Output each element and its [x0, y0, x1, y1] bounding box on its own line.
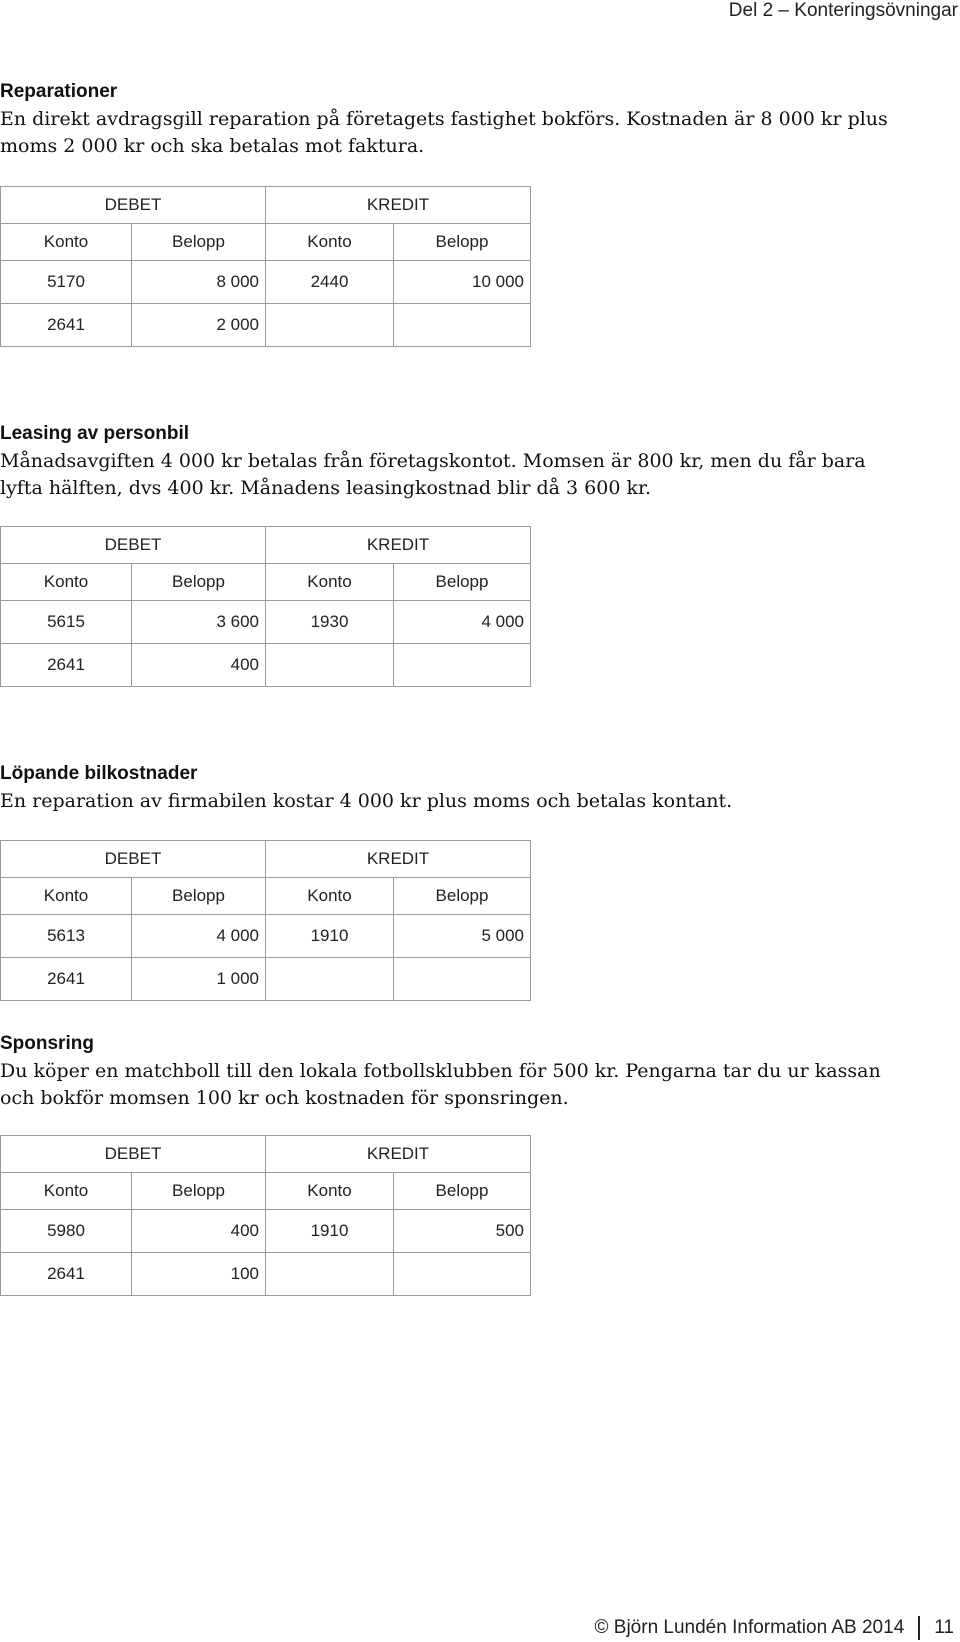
debet-header: DEBET	[1, 187, 266, 224]
debet-belopp: 3 600	[132, 601, 266, 644]
column-header: Konto	[1, 224, 132, 261]
table-row	[1, 601, 531, 644]
debet-konto: 5980	[1, 1210, 132, 1253]
section-title: Sponsring	[0, 1033, 94, 1054]
column-header: Belopp	[132, 878, 266, 915]
kredit-belopp	[394, 644, 531, 687]
section-title: Leasing av personbil	[0, 423, 189, 444]
kredit-konto: 2440	[266, 261, 394, 304]
column-header: Konto	[1, 878, 132, 915]
kredit-konto: 1910	[266, 1210, 394, 1253]
section-text: Du köper en matchboll till den lokala fotbollsklubben för 500 kr. Pengarna tar du ur kassan och bokför momsen 100 kr och kostnaden för sponsringen.	[0, 1060, 881, 1109]
section-text: Månadsavgiften 4 000 kr betalas från företagskontot. Momsen är 800 kr, men du får bara lyfta hälften, dvs 400 kr. Månadens leasingkostnad blir då 3 600 kr.	[0, 450, 866, 499]
section-title: Löpande bilkostnader	[0, 763, 198, 784]
kredit-header: KREDIT	[266, 841, 531, 878]
table-row	[1, 261, 531, 304]
table-row	[1, 915, 531, 958]
t-account-table	[0, 1135, 531, 1296]
section-leasing	[0, 422, 960, 502]
kredit-belopp: 4 000	[394, 601, 531, 644]
debet-belopp: 2 000	[132, 304, 266, 347]
t-account-table	[0, 186, 531, 347]
kredit-header: KREDIT	[266, 527, 531, 564]
page-number: 11	[934, 1617, 954, 1638]
debet-konto: 2641	[1, 1253, 132, 1296]
column-header: Belopp	[394, 1173, 531, 1210]
kredit-belopp	[394, 304, 531, 347]
column-header: Belopp	[132, 1173, 266, 1210]
debet-header: DEBET	[1, 1136, 266, 1173]
column-header: Konto	[1, 564, 132, 601]
kredit-header: KREDIT	[266, 187, 531, 224]
kredit-belopp: 10 000	[394, 261, 531, 304]
kredit-belopp: 5 000	[394, 915, 531, 958]
column-header: Belopp	[132, 564, 266, 601]
kredit-konto: 1930	[266, 601, 394, 644]
column-header: Belopp	[394, 878, 531, 915]
column-header: Belopp	[394, 564, 531, 601]
debet-belopp: 1 000	[132, 958, 266, 1001]
debet-header: DEBET	[1, 527, 266, 564]
debet-belopp: 400	[132, 644, 266, 687]
copyright-text: © Björn Lundén Information AB 2014	[594, 1617, 905, 1638]
debet-belopp: 400	[132, 1210, 266, 1253]
kredit-belopp	[394, 958, 531, 1001]
column-header: Konto	[266, 564, 394, 601]
column-header: Belopp	[132, 224, 266, 261]
section-lopande-bilkostnader	[0, 762, 960, 815]
table-row	[1, 304, 531, 347]
kredit-konto	[266, 304, 394, 347]
column-header: Belopp	[394, 224, 531, 261]
column-header: Konto	[1, 1173, 132, 1210]
debet-konto: 2641	[1, 958, 132, 1001]
t-account-table	[0, 526, 531, 687]
table-row	[1, 1210, 531, 1253]
kredit-konto	[266, 958, 394, 1001]
kredit-konto: 1910	[266, 915, 394, 958]
section-text: En reparation av firmabilen kostar 4 000 kr plus moms och betalas kontant.	[0, 790, 733, 812]
debet-konto: 2641	[1, 304, 132, 347]
column-header: Konto	[266, 878, 394, 915]
kredit-konto	[266, 644, 394, 687]
section-sponsring	[0, 1032, 960, 1112]
kredit-belopp: 500	[394, 1210, 531, 1253]
kredit-header: KREDIT	[266, 1136, 531, 1173]
debet-belopp: 100	[132, 1253, 266, 1296]
t-account-table	[0, 840, 531, 1001]
debet-konto: 2641	[1, 644, 132, 687]
kredit-konto	[266, 1253, 394, 1296]
table-row	[1, 958, 531, 1001]
debet-konto: 5613	[1, 915, 132, 958]
column-header: Konto	[266, 1173, 394, 1210]
page-footer	[595, 1616, 955, 1640]
section-title: Reparationer	[0, 81, 118, 102]
table-row	[1, 644, 531, 687]
debet-header: DEBET	[1, 841, 266, 878]
debet-belopp: 8 000	[132, 261, 266, 304]
column-header: Konto	[266, 224, 394, 261]
debet-konto: 5170	[1, 261, 132, 304]
debet-belopp: 4 000	[132, 915, 266, 958]
section-reparationer	[0, 80, 960, 160]
debet-konto: 5615	[1, 601, 132, 644]
running-header: Del 2 – Konteringsövningar	[728, 0, 958, 21]
kredit-belopp	[394, 1253, 531, 1296]
table-row	[1, 1253, 531, 1296]
section-text: En direkt avdragsgill reparation på företagets fastighet bokförs. Kostnaden är 8 000 kr plus moms 2 000 kr och ska betalas mot faktura.	[0, 108, 888, 157]
footer-divider	[918, 1616, 920, 1640]
